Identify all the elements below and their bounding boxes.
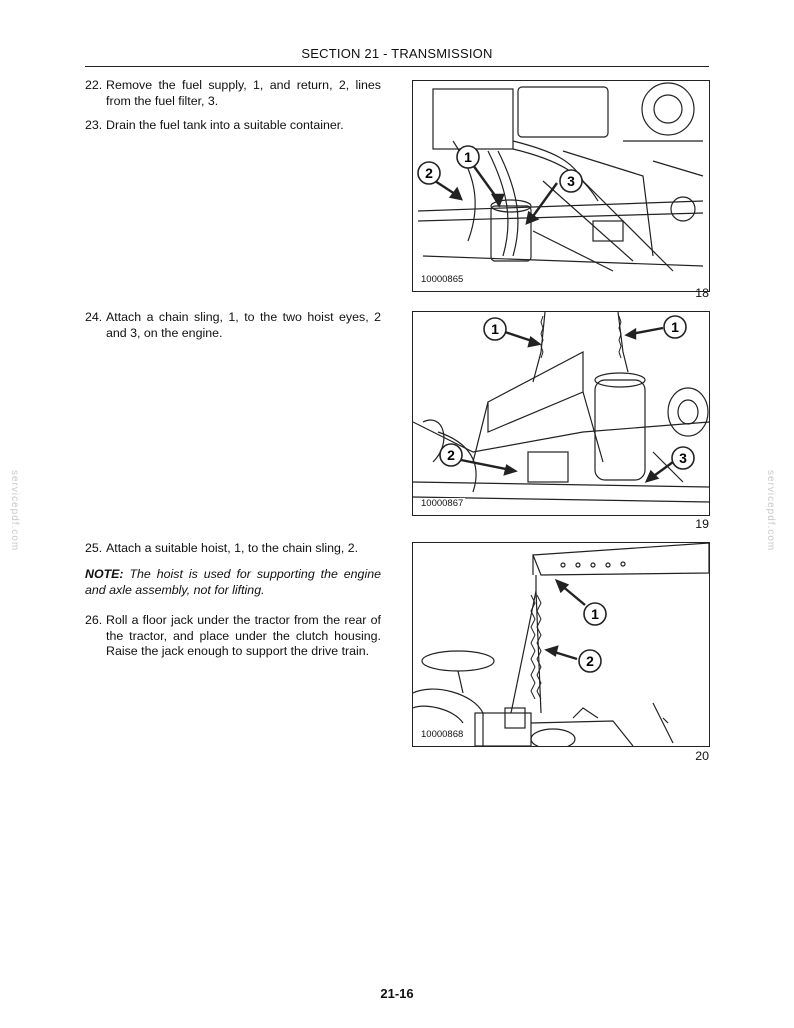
step-number: 23.	[85, 118, 103, 132]
watermark-right: servicepdf.com	[765, 470, 776, 552]
step-24	[85, 310, 381, 341]
callout-1: 1	[591, 606, 599, 622]
hoist-illustration	[413, 543, 709, 746]
figure-code: 10000868	[421, 729, 464, 740]
step-number: 22.	[85, 78, 103, 92]
header-divider	[85, 66, 709, 67]
callout-2: 2	[425, 165, 433, 181]
figure-number: 20	[695, 749, 709, 763]
step-text: Attach a suitable hoist, 1, to the chain sling, 2.	[106, 541, 359, 555]
step-number: 25.	[85, 541, 103, 555]
step-text: Remove the fuel supply, 1, and return, 2, lines from the fuel filter, 3.	[106, 78, 381, 108]
step-text: Roll a floor jack under the tractor from the rear of the tractor, and place under the clutch housing. Raise the jack enough to support the drive train.	[106, 613, 381, 658]
watermark-left: servicepdf.com	[9, 470, 20, 552]
figure-hoist	[412, 542, 710, 747]
callout-2: 2	[447, 447, 455, 463]
step-25	[85, 541, 381, 557]
figure-number: 18	[695, 286, 709, 300]
figure-fuel-filter	[412, 80, 710, 292]
note-label: NOTE:	[85, 567, 124, 581]
callout-1: 1	[491, 321, 499, 337]
callout-3: 3	[679, 450, 687, 466]
step-23	[85, 118, 381, 134]
step-number: 26.	[85, 613, 103, 627]
note	[85, 567, 381, 598]
figure-number: 19	[695, 517, 709, 531]
note-text: The hoist is used for supporting the engine and axle assembly, not for lifting.	[85, 567, 381, 597]
step-number: 24.	[85, 310, 103, 324]
figure-code: 10000865	[421, 274, 464, 285]
callout-2: 2	[586, 653, 594, 669]
figure-chain-sling	[412, 311, 710, 516]
section-header: SECTION 21 - TRANSMISSION	[301, 46, 493, 61]
figure-code: 10000867	[421, 498, 464, 509]
callout-1: 1	[464, 149, 472, 165]
page-number: 21-16	[380, 986, 414, 1001]
fuel-filter-illustration	[413, 81, 709, 291]
callout-1: 1	[671, 319, 679, 335]
step-text: Attach a chain sling, 1, to the two hoist eyes, 2 and 3, on the engine.	[106, 310, 381, 340]
step-text: Drain the fuel tank into a suitable container.	[106, 118, 344, 132]
chain-sling-illustration	[413, 312, 709, 515]
callout-3: 3	[567, 173, 575, 189]
step-26	[85, 613, 381, 660]
step-22	[85, 78, 381, 109]
